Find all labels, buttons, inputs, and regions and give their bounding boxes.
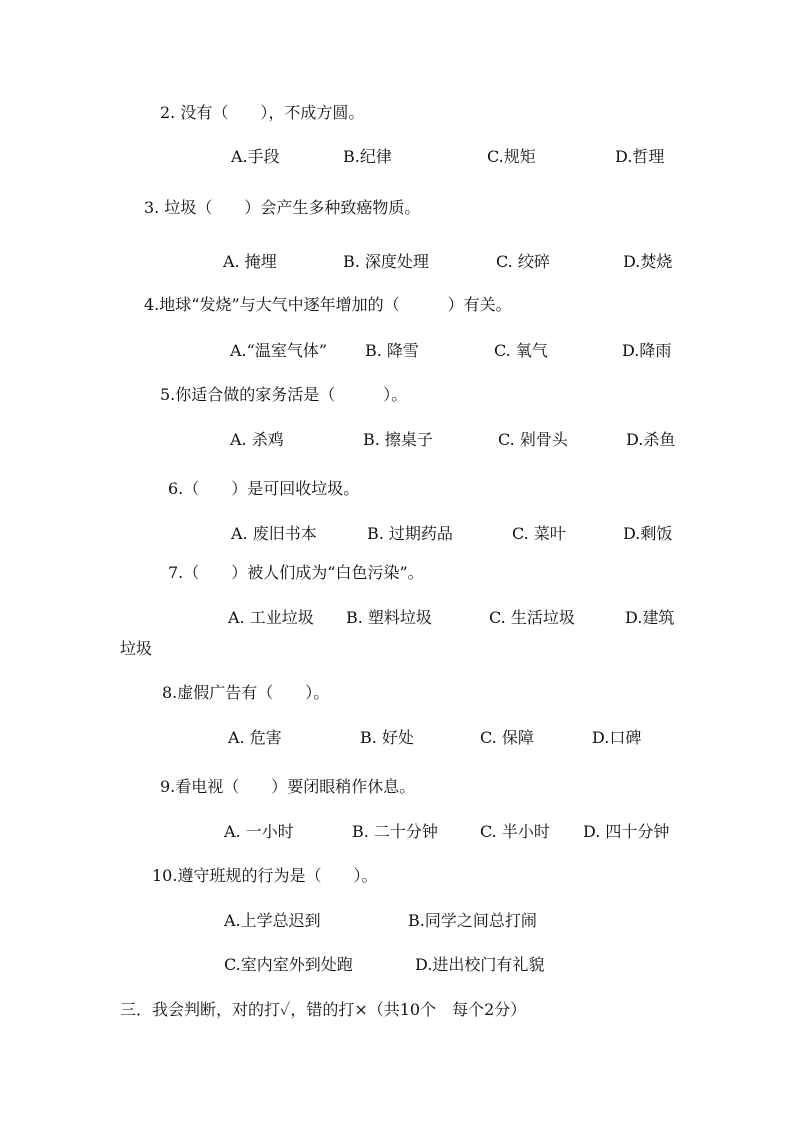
option-b: B. 过期药品 [367, 524, 453, 543]
question-number: 8. [162, 683, 178, 702]
option-b: B. 好处 [360, 728, 414, 747]
question-text: 没有（ ），不成方圆。 [180, 103, 365, 122]
option-a: A.“温室气体” [230, 341, 328, 360]
option-a: A. 杀鸡 [230, 430, 284, 449]
question-4-stem [144, 295, 512, 315]
option-a: A. 废旧书本 [231, 524, 317, 543]
option-d: D.焚烧 [623, 252, 673, 271]
question-text: 垃圾（ ）会产生多种致癌物质。 [164, 198, 421, 217]
question-number: 3. [144, 198, 160, 217]
question-text: （ ）被人们成为“白色污染”。 [183, 563, 424, 582]
question-text: 虚假广告有（ ）。 [177, 683, 330, 702]
question-2-stem [160, 103, 364, 123]
option-c: C. 菜叶 [512, 524, 566, 543]
option-c: C. 剁骨头 [498, 430, 568, 449]
option-d: D. 四十分钟 [583, 822, 670, 841]
question-text: 地球“发烧”与大气中逐年增加的（ ）有关。 [159, 295, 512, 314]
option-d: D.进出校门有礼貌 [415, 955, 545, 974]
option-d: D.建筑 [625, 608, 675, 627]
option-c: C. 半小时 [480, 822, 550, 841]
question-text: 你适合做的家务活是（ ）。 [175, 385, 408, 404]
question-text: 遵守班规的行为是（ ）。 [177, 866, 378, 885]
question-10-stem [152, 866, 377, 886]
option-a: A.手段 [231, 147, 280, 166]
question-number: 7. [168, 563, 184, 582]
question-5-stem [160, 385, 407, 405]
option-a: A.上学总迟到 [224, 911, 321, 930]
option-d: D.哲理 [615, 147, 665, 166]
option-a: A. 工业垃圾 [228, 608, 314, 627]
question-number: 9. [160, 777, 176, 796]
question-number: 4. [144, 295, 160, 314]
option-b: B. 塑料垃圾 [346, 608, 432, 627]
option-c: C.室内室外到处跑 [224, 955, 353, 974]
question-number: 10. [152, 866, 178, 885]
question-number: 5. [160, 385, 176, 404]
option-a: A. 掩埋 [223, 252, 277, 271]
option-b: B.纪律 [343, 147, 392, 166]
option-c: C. 保障 [480, 728, 534, 747]
option-d: D.杀鱼 [626, 430, 676, 449]
option-b: B. 二十分钟 [352, 822, 438, 841]
option-b: B. 降雪 [365, 341, 419, 360]
question-6-stem [168, 479, 359, 499]
option-b: B.同学之间总打闹 [408, 911, 537, 930]
option-d-wrap: 垃圾 [120, 639, 153, 658]
question-number: 6. [168, 479, 184, 498]
option-d: D.剩饭 [623, 524, 673, 543]
question-9-stem [160, 777, 415, 797]
option-a: A. 危害 [228, 728, 282, 747]
question-8-stem [162, 683, 329, 703]
question-text: 看电视（ ）要闭眼稍作休息。 [175, 777, 416, 796]
option-b: B. 擦桌子 [363, 430, 433, 449]
question-number: 2. [160, 103, 176, 122]
option-c: C. 氧气 [494, 341, 548, 360]
question-text: （ ）是可回收垃圾。 [183, 479, 360, 498]
option-d: D.降雨 [622, 341, 672, 360]
option-a: A. 一小时 [224, 822, 294, 841]
option-c: C. 绞碎 [496, 252, 550, 271]
question-3-stem [144, 198, 420, 218]
option-b: B. 深度处理 [343, 252, 429, 271]
option-c: C.规矩 [487, 147, 536, 166]
question-7-stem [168, 563, 424, 583]
section-3-heading: 三．我会判断，对的打✓，错的打×（共10个 每个2分） [120, 1000, 527, 1019]
option-d: D.口碑 [592, 728, 642, 747]
option-c: C. 生活垃圾 [489, 608, 575, 627]
